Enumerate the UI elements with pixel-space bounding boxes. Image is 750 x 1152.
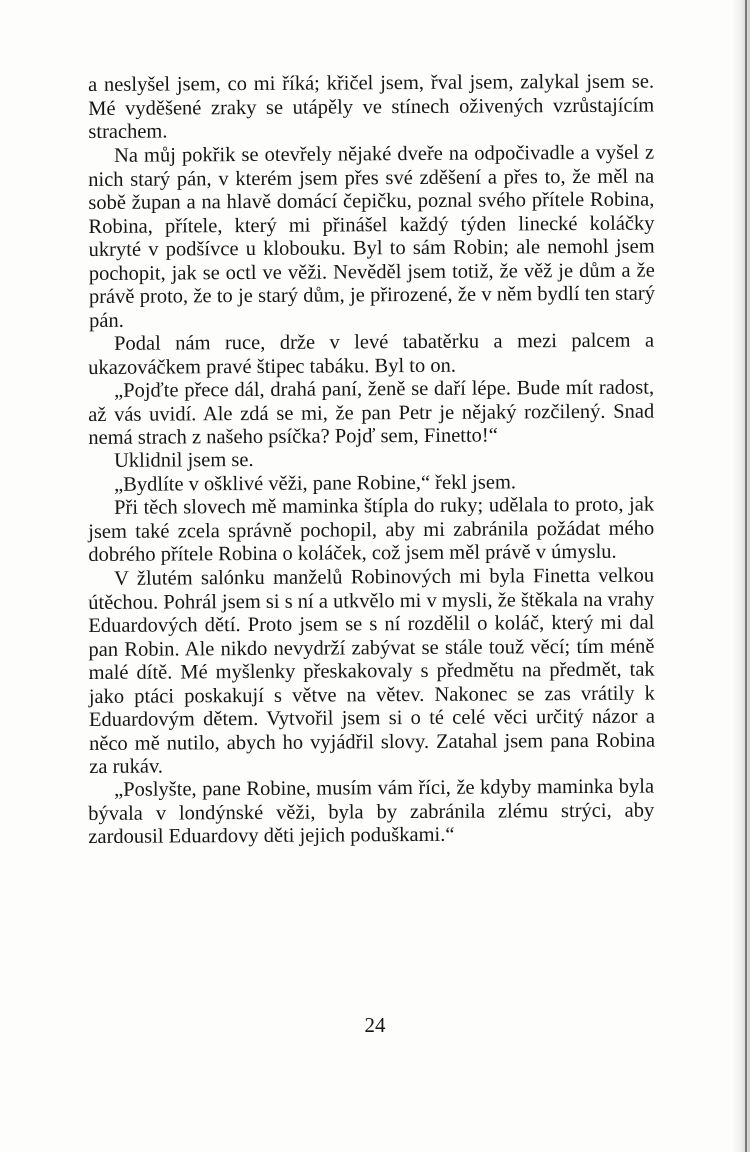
body-text bbox=[88, 70, 656, 850]
paragraph-4: „Pojďte přece dál, drahá paní, ženě se daří lépe. Bude mít radost, až vás uvidí. Ale zdá se mi, že pan Petr je nějaký rozčilený. Snad nemá strach z našeho psíčka? Pojď sem, Finetto!“ bbox=[88, 376, 655, 449]
paragraph-7: Při těch slovech mě maminka štípla do ruky; udělala to proto, jak jsem také zcela správně pochopil, aby mi zabránila požádat mého dobrého přítele Robina o koláček, což jsem měl právě v úmyslu. bbox=[88, 493, 655, 566]
paragraph-8: V žlutém salónku manželů Robinových mi byla Finetta velkou útěchou. Pohrál jsem si s ní a utkvělo mi v mysli, že štěkala na vrahy Eduardových dětí. Proto jsem se s ní rozdělil o koláč, který mi dal pan Robin. Ale nikdo nevydrží zabývat se stále touž věcí; tím méně malé dítě. Mé myšlenky přeskakovaly s předmětu na předmět, tak jako ptáci poskakují s větve na větev. Nakonec se zas vrátily k Eduardovým dětem. Vytvořil jsem si o té celé věci určitý názor a něco mě nutilo, abych ho vyjádřil slovy. Zatahal jsem pana Robina za rukáv. bbox=[88, 564, 656, 778]
paragraph-6: „Bydlíte v ošklivé věži, pane Robine,“ řekl jsem. bbox=[113, 470, 517, 496]
paragraph-3: Podal nám ruce, drže v levé tabatěrku a mezi palcem a ukazováčkem pravé štipec tabáku. Byl to on. bbox=[88, 329, 655, 378]
paragraph-1: a neslyšel jsem, co mi říká; křičel jsem, řval jsem, zalykal jsem se. Mé vyděšené zraky se utápěly ve stínech oživených vzrůstajícím strachem. bbox=[88, 70, 655, 143]
page-edge-shadow bbox=[732, 0, 750, 1152]
page-edge-line bbox=[745, 0, 747, 1152]
paragraph-5: Uklidnil jsem se. bbox=[113, 448, 254, 472]
paragraph-2: Na můj pokřik se otevřely nějaké dveře na odpočivadle a vyšel z nich starý pán, v kterém jsem přes své zděšení a přes to, že měl na sobě župan a na hlavě domácí čepičku, poznal svého přítele Robina, Robina, přítele, který mi přinášel každý týden linecké koláčky ukryté v podšívce u klobouku. Byl to sám Robin; ale nemohl jsem pochopit, jak se octl ve věži. Nevěděl jsem totiž, že věž je dům a že právě proto, že to je starý dům, je přirozené, že v něm bydlí ten starý pán. bbox=[88, 141, 655, 331]
page-number: 24 bbox=[364, 1013, 386, 1037]
paragraph-9: „Poslyšte, pane Robine, musím vám říci, že kdyby maminka byla bývala v londýnské věži, byla by zabránila zlému strýci, aby zardousil Eduardovy děti jejich poduškami.“ bbox=[88, 775, 655, 848]
